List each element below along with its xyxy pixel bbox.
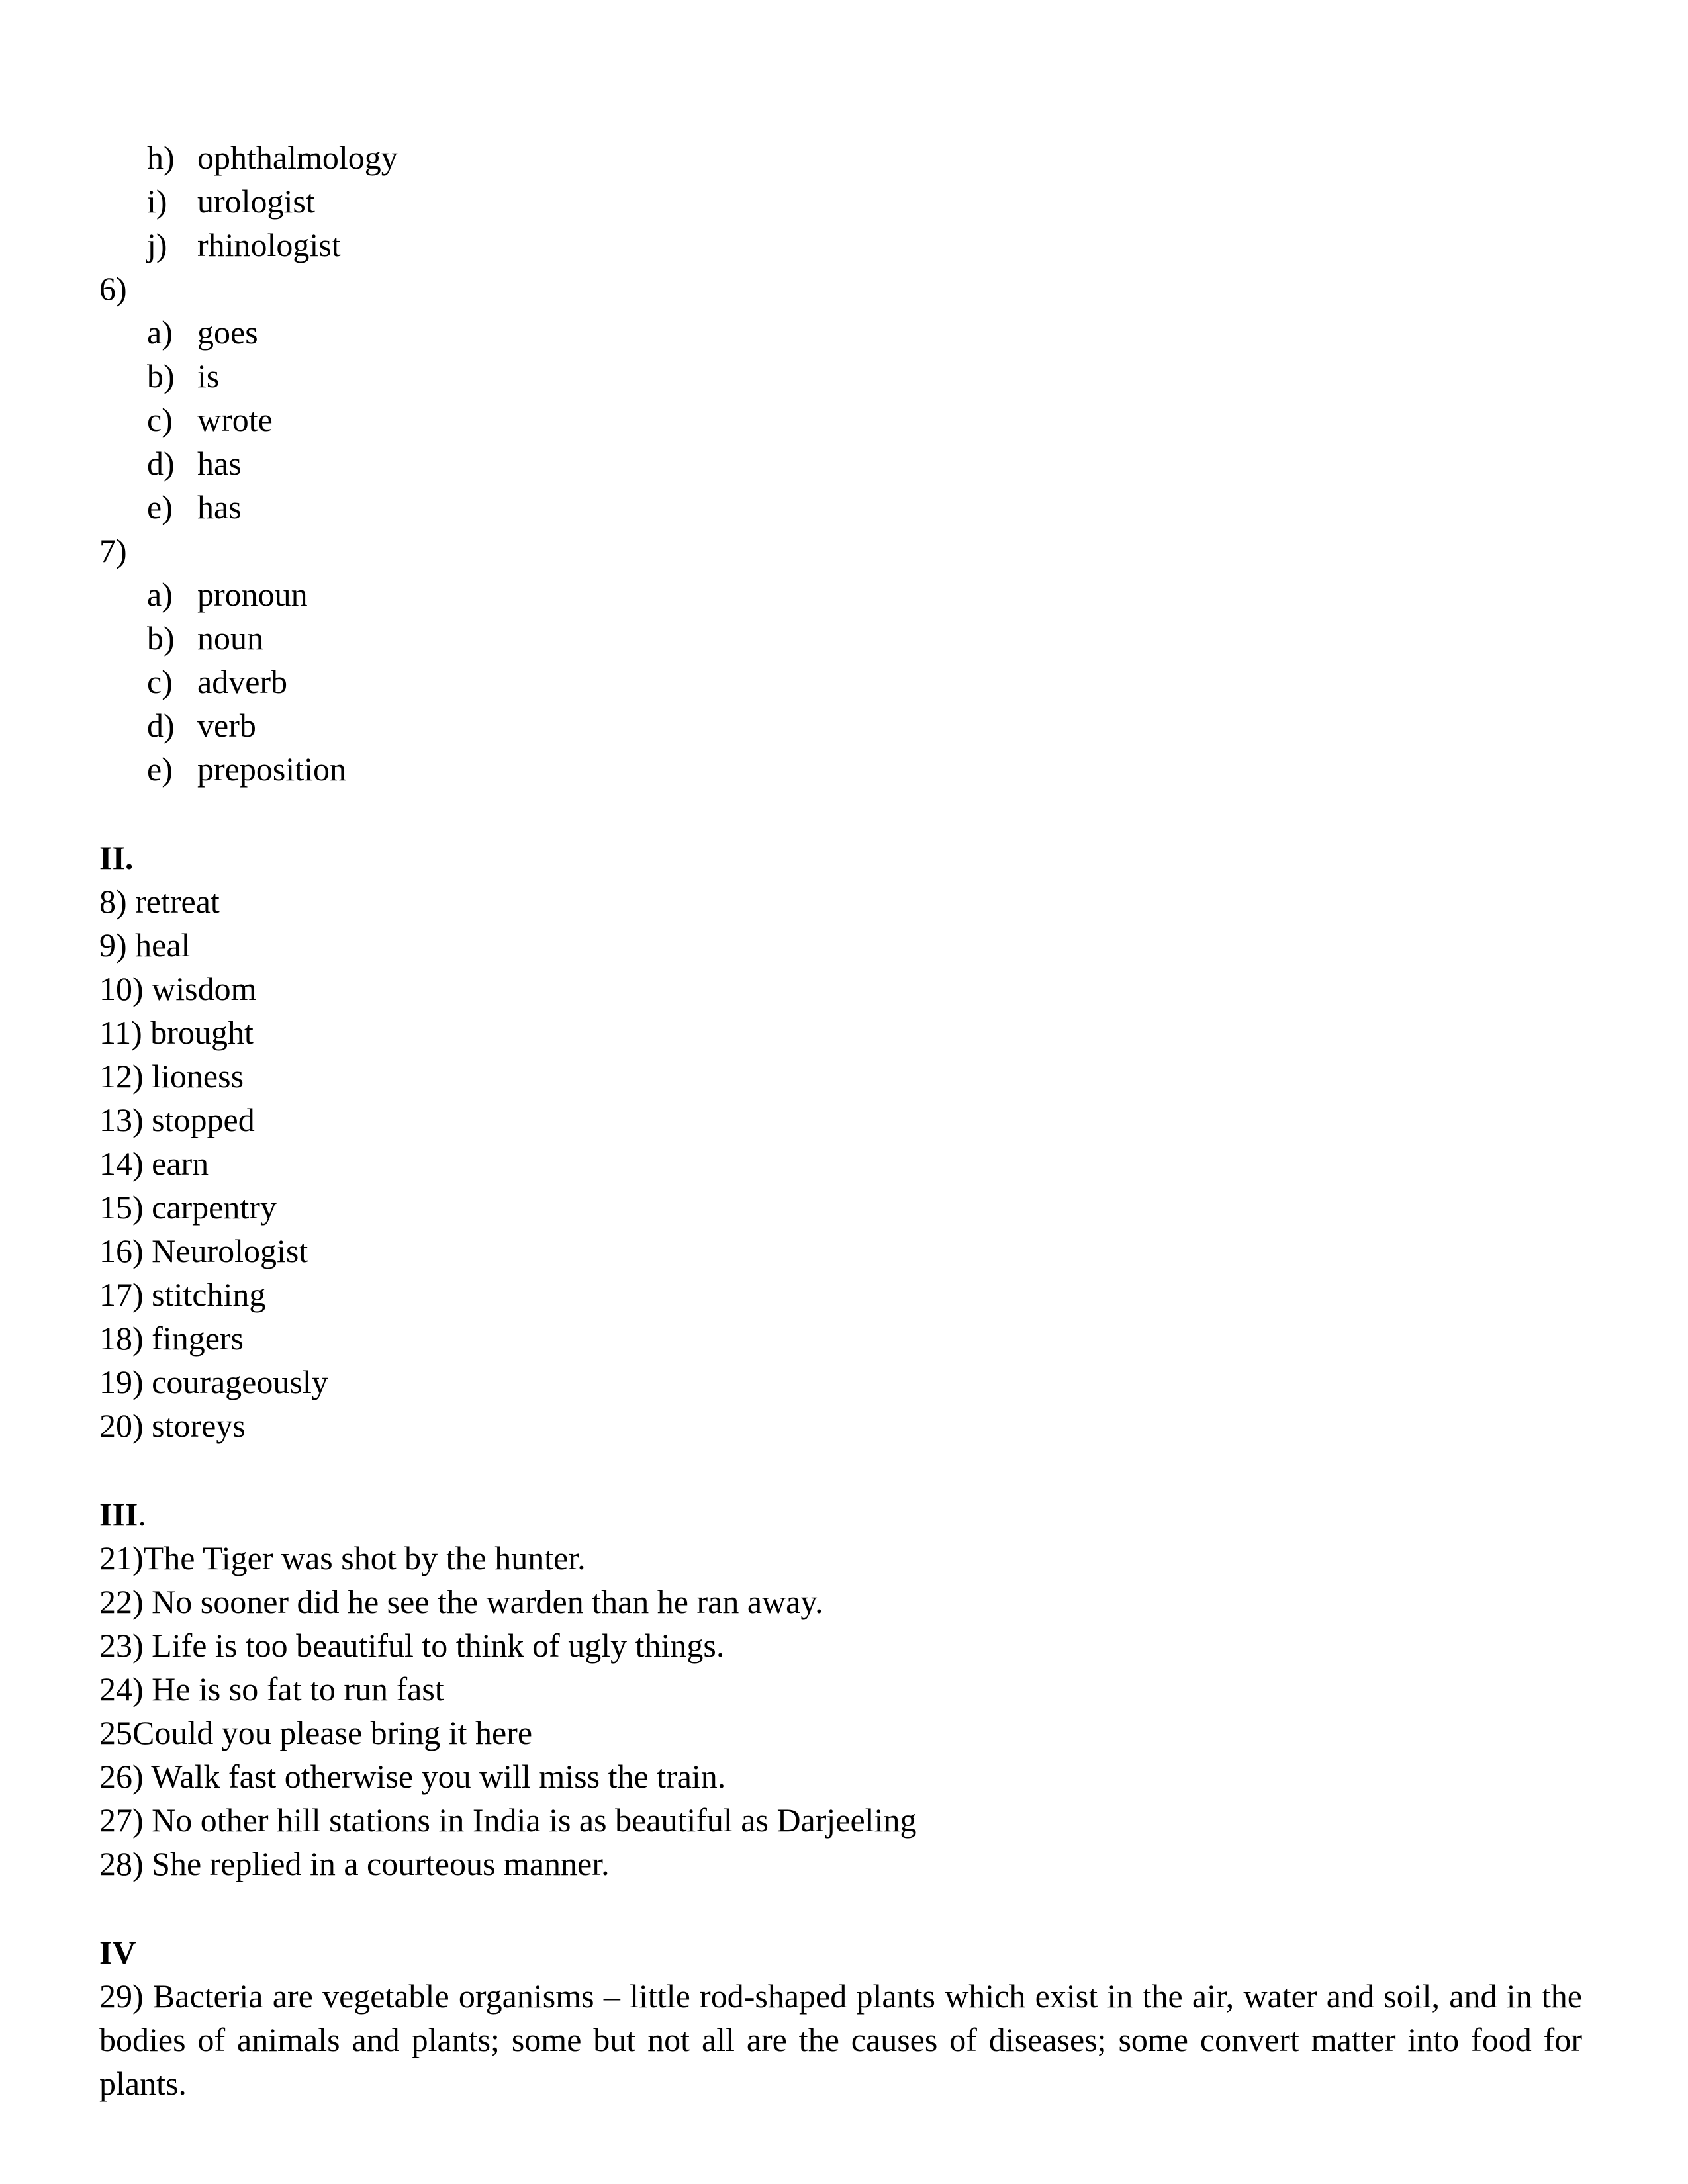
- answer-line: 14) earn: [99, 1145, 209, 1182]
- answer-line: 19) courageously: [99, 1363, 328, 1400]
- answer-line: 15) carpentry: [99, 1189, 277, 1226]
- item-text: pronoun: [197, 576, 308, 613]
- item-label: h): [147, 139, 175, 176]
- item-text: has: [197, 488, 242, 525]
- answer-line: 22) No sooner did he see the warden than he ran away.: [99, 1583, 823, 1620]
- item-label: i): [147, 183, 167, 220]
- item-text: verb: [197, 707, 256, 744]
- q6-item-c: [147, 398, 273, 441]
- item-label: b): [147, 619, 175, 657]
- item-text: has: [197, 445, 242, 482]
- answer-line: 11) brought: [99, 1014, 254, 1051]
- item-text: preposition: [197, 751, 346, 788]
- q7-item-c: [147, 660, 287, 704]
- q7-number: 7): [99, 532, 127, 569]
- item-label: b): [147, 357, 175, 394]
- item-text: wrote: [197, 401, 273, 438]
- q5-item-i: [147, 179, 315, 223]
- section-3-heading-text: III: [99, 1496, 138, 1533]
- answer-line: 9) heal: [99, 927, 191, 964]
- item-label: c): [147, 401, 173, 438]
- q6-number: 6): [99, 270, 127, 307]
- q7-item-b: [147, 616, 263, 660]
- item-label: c): [147, 663, 173, 700]
- item-label: d): [147, 445, 175, 482]
- answer-line: 23) Life is too beautiful to think of ugly things.: [99, 1627, 725, 1664]
- answer-line: 18) fingers: [99, 1320, 244, 1357]
- item-text: urologist: [197, 183, 315, 220]
- item-text: ophthalmology: [197, 139, 398, 176]
- section-4-heading: IV: [99, 1934, 136, 1971]
- item-label: j): [147, 226, 167, 263]
- item-text: is: [197, 357, 220, 394]
- answer-line: 20) storeys: [99, 1407, 246, 1444]
- section-3-heading-dot: .: [138, 1496, 146, 1533]
- answer-line: 12) lioness: [99, 1058, 244, 1095]
- answer-line: 21)The Tiger was shot by the hunter.: [99, 1539, 586, 1576]
- item-label: a): [147, 314, 173, 351]
- item-label: a): [147, 576, 173, 613]
- q7-item-e: [147, 747, 346, 791]
- q5-item-j: [147, 223, 341, 267]
- item-label: e): [147, 751, 173, 788]
- q7-item-a: [147, 572, 308, 616]
- q5-item-h: [147, 136, 398, 179]
- item-text: rhinologist: [197, 226, 341, 263]
- q7-item-d: [147, 704, 256, 747]
- answer-paragraph: 29) Bacteria are vegetable organisms – little rod-shaped plants which exist in the air, water and soil, and in the bodies of animals and plants; some but not all are the causes of diseases; some convert matter into food for plants.: [99, 1978, 1582, 2102]
- answer-line: 16) Neurologist: [99, 1232, 308, 1269]
- q6-item-e: [147, 485, 242, 529]
- item-text: adverb: [197, 663, 288, 700]
- answer-line: 17) stitching: [99, 1276, 266, 1313]
- answer-line: 26) Walk fast otherwise you will miss the train.: [99, 1758, 726, 1795]
- item-text: goes: [197, 314, 258, 351]
- answer-line: 8) retreat: [99, 883, 220, 920]
- section-3-heading: [99, 1492, 146, 1536]
- item-label: e): [147, 488, 173, 525]
- answer-line: 10) wisdom: [99, 970, 257, 1007]
- q6-item-a: [147, 310, 258, 354]
- item-label: d): [147, 707, 175, 744]
- section-2-heading: II.: [99, 839, 134, 876]
- q6-item-d: [147, 441, 242, 485]
- answer-line: 25Could you please bring it here: [99, 1714, 533, 1751]
- answer-line: 24) He is so fat to run fast: [99, 1670, 444, 1707]
- q6-item-b: [147, 354, 219, 398]
- answer-line: 28) She replied in a courteous manner.: [99, 1845, 610, 1882]
- answer-line: 27) No other hill stations in India is as beautiful as Darjeeling: [99, 1801, 917, 1839]
- answer-line: 13) stopped: [99, 1101, 255, 1138]
- item-text: noun: [197, 619, 263, 657]
